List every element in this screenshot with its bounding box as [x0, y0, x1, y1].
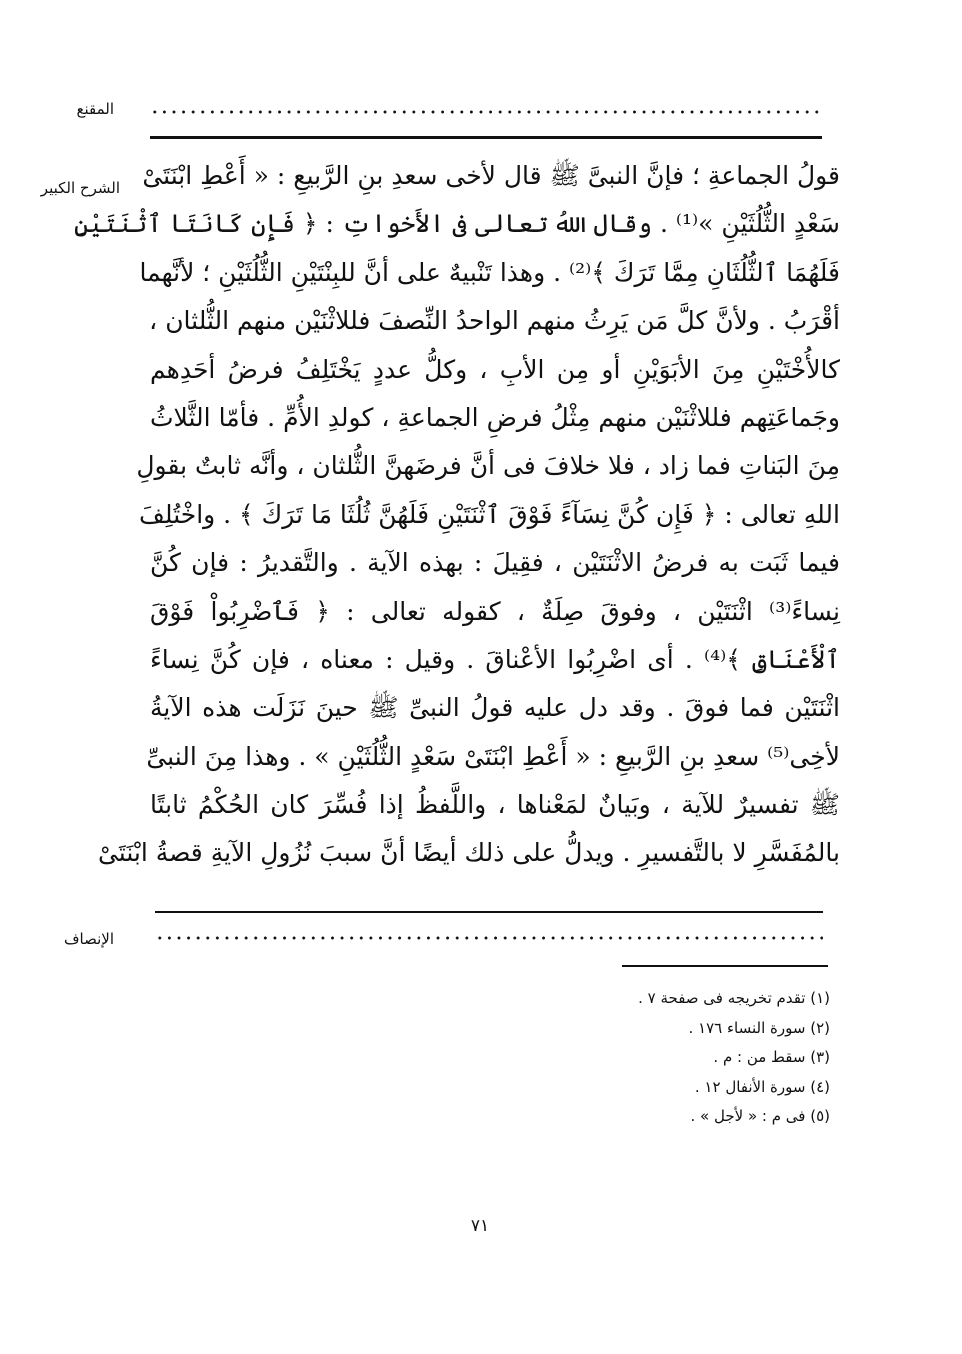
header-dotted-line [150, 110, 822, 114]
text-line: ﷺ تفسيرٌ للآية ، وبَيانٌ لمَعْناها ، واللَّفظُ إذا فُسِّرَ كان الحُكْمُ ثابتًا [150, 790, 840, 820]
text-line: لأخِى⁽⁵⁾ سعدِ بنِ الرَّبيعِ : « أَعْطِ ابْنَتَىْ سَعْدٍ الثُّلُثَيْنِ » . وهذا مِنَ النبىِّ [146, 741, 840, 771]
text-line: نِساءً⁽³⁾ اثْنَتَيْن ، وفوقَ صِلَةٌ ، كقوله تعالى : ﴿ فَٱضْرِبُواْ فَوْقَ [150, 596, 840, 626]
text-line: ٱلْأَعْنَاقِ ﴾⁽⁴⁾ . أى اضْرِبُوا الأعْناقَ . وقيل : معناه ، فإن كُنَّ نِساءً [150, 644, 840, 674]
text-line: قولُ الجماعةِ ؛ فإنَّ النبىَّ ﷺ قال لأخى سعدِ بنِ الرَّبيعِ : « أَعْطِ ابْنَتَىْ [142, 161, 840, 190]
text-line: مِنَ البَناتِ فما زاد ، فلا خلافَ فى أنَّ فرضَهنَّ الثُّلثان ، وأنَّه ثابتٌ بقولِ [136, 451, 840, 481]
footnote-separator [622, 965, 828, 967]
text-line: وجَماعَتِهم فللاثْنَيْن منهم مِثْلُ فرضِ الجماعةِ ، كولدِ الأُمِّ . فأمّا الثَّلاثُ [150, 402, 840, 432]
book-title-label: المقنع [76, 100, 114, 118]
insaf-dotted-line [155, 936, 823, 940]
text-line: سَعْدٍ الثُّلُثَيْنِ »⁽¹⁾ . وقال اللهُ تعالى فى الأَخواتِ : ﴿ فَإِن كَانَتَا ٱثْنَتَيْنِ [74, 209, 840, 239]
footnote-4: (٤) سورة الأنفال ١٢ . [694, 1077, 830, 1096]
main-text-bottom-rule [155, 911, 823, 913]
footnote-1: (١) تقدم تخريجه فى صفحة ٧ . [638, 989, 830, 1007]
text-line: كالأُخْتَيْنِ مِنَ الأبَوَيْنِ أو مِن الأبِ ، وكلُّ عددٍ يَخْتَلِفُ فرضُ أحَدِهم [150, 354, 840, 384]
text-line: بالمُفَسَّرِ لا بالتَّفسيرِ . ويدلُّ على ذلك أيضًا أنَّ سببَ نُزُولِ الآيةِ قصةُ ابْنَتَىْ [97, 838, 840, 868]
text-line: فَلَهُمَا ٱلثُّلُثَانِ مِمَّا تَرَكَ ﴾⁽²⁾ . وهذا تَنْبيهٌ على أنَّ للبِنْتَيْنِ الثُّلُثَيْنِ ؛ لأنَّهما [139, 257, 840, 287]
text-line: فيما ثَبَت به فرضُ الاثْنَتَيْن ، فقِيلَ : بهذه الآية . والتَّقديرُ : فإن كُنَّ [150, 548, 840, 578]
footnotes-block [560, 984, 830, 1132]
footnote-2: (٢) سورة النساء ١٧٦ . [688, 1018, 830, 1037]
text-line: اللهِ تعالى : ﴿ فَإِن كُنَّ نِسَآءً فَوْقَ ٱثْنَتَيْنِ فَلَهُنَّ ثُلُثَا مَا تَرَكَ ﴾ . واخْتُلِفَ [139, 499, 840, 529]
header-rule [150, 136, 822, 139]
page-number: ٧١ [470, 1216, 490, 1236]
sharh-section-label: الشرح الكبير [40, 179, 120, 197]
text-line: أقْرَبُ . ولأنَّ كلَّ مَن يَرِثُ منهم الواحدُ النِّصفَ فللاثْنَيْن منهم الثُّلثان ، [149, 306, 840, 336]
footnote-5: (٥) فى م : « لأجل » . [690, 1107, 830, 1125]
text-line: اثْنَتَيْن فما فوقَ . وقد دل عليه قولُ النبىِّ ﷺ حينَ نَزَلَت هذه الآيةُ [150, 693, 840, 723]
insaf-section-label: الإنصاف [63, 930, 114, 948]
footnote-3: (٣) سقط من : م . [713, 1048, 830, 1066]
